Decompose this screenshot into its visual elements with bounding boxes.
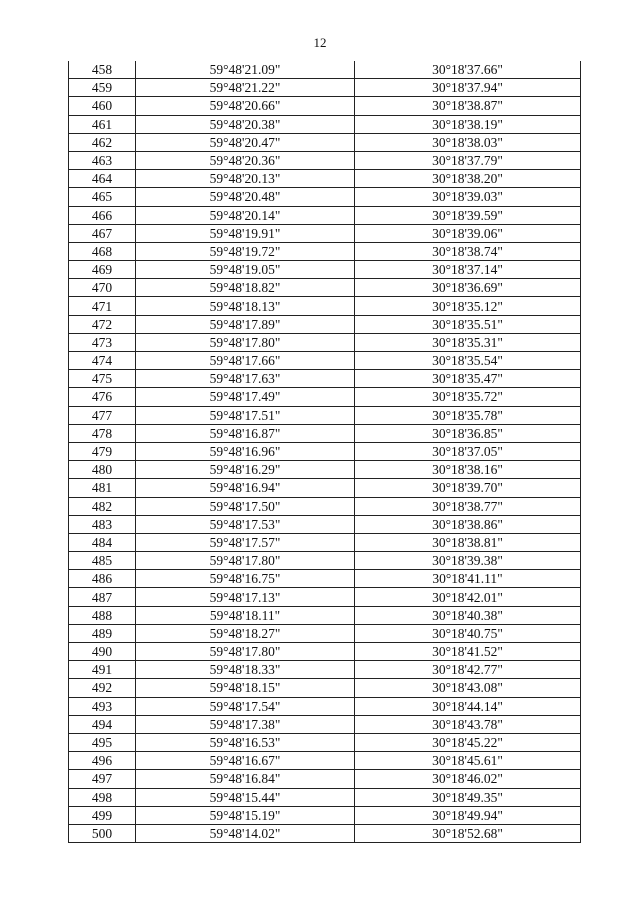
table-row — [69, 79, 581, 97]
table-row — [69, 788, 581, 806]
longitude-cell: 30°18'39.59" — [355, 206, 581, 224]
latitude-cell: 59°48'16.94" — [136, 479, 355, 497]
latitude-cell: 59°48'17.57" — [136, 533, 355, 551]
longitude-cell: 30°18'38.19" — [355, 115, 581, 133]
latitude-cell: 59°48'20.66" — [136, 97, 355, 115]
point-number-cell: 497 — [69, 770, 136, 788]
latitude-cell: 59°48'18.82" — [136, 279, 355, 297]
table-row — [69, 97, 581, 115]
latitude-cell: 59°48'20.48" — [136, 188, 355, 206]
point-number-cell: 459 — [69, 79, 136, 97]
point-number-cell: 470 — [69, 279, 136, 297]
longitude-cell: 30°18'37.79" — [355, 151, 581, 169]
table-row — [69, 806, 581, 824]
table-row — [69, 442, 581, 460]
latitude-cell: 59°48'18.11" — [136, 606, 355, 624]
latitude-cell: 59°48'15.44" — [136, 788, 355, 806]
point-number-cell: 485 — [69, 552, 136, 570]
latitude-cell: 59°48'18.13" — [136, 297, 355, 315]
table-row — [69, 242, 581, 260]
table-row — [69, 588, 581, 606]
table-row — [69, 224, 581, 242]
latitude-cell: 59°48'19.72" — [136, 242, 355, 260]
longitude-cell: 30°18'38.87" — [355, 97, 581, 115]
latitude-cell: 59°48'17.13" — [136, 588, 355, 606]
longitude-cell: 30°18'45.22" — [355, 733, 581, 751]
table-row — [69, 715, 581, 733]
point-number-cell: 460 — [69, 97, 136, 115]
longitude-cell: 30°18'36.85" — [355, 424, 581, 442]
point-number-cell: 483 — [69, 515, 136, 533]
table-row — [69, 406, 581, 424]
point-number-cell: 478 — [69, 424, 136, 442]
point-number-cell: 480 — [69, 461, 136, 479]
table-row — [69, 151, 581, 169]
latitude-cell: 59°48'16.75" — [136, 570, 355, 588]
table-row — [69, 170, 581, 188]
longitude-cell: 30°18'38.81" — [355, 533, 581, 551]
table-row — [69, 752, 581, 770]
longitude-cell: 30°18'35.72" — [355, 388, 581, 406]
longitude-cell: 30°18'37.66" — [355, 61, 581, 79]
point-number-cell: 465 — [69, 188, 136, 206]
longitude-cell: 30°18'37.05" — [355, 442, 581, 460]
latitude-cell: 59°48'16.96" — [136, 442, 355, 460]
latitude-cell: 59°48'20.13" — [136, 170, 355, 188]
longitude-cell: 30°18'37.94" — [355, 79, 581, 97]
point-number-cell: 492 — [69, 679, 136, 697]
table-row — [69, 370, 581, 388]
point-number-cell: 469 — [69, 261, 136, 279]
point-number-cell: 500 — [69, 824, 136, 842]
point-number-cell: 498 — [69, 788, 136, 806]
longitude-cell: 30°18'46.02" — [355, 770, 581, 788]
point-number-cell: 488 — [69, 606, 136, 624]
longitude-cell: 30°18'41.52" — [355, 643, 581, 661]
longitude-cell: 30°18'41.11" — [355, 570, 581, 588]
table-row — [69, 679, 581, 697]
table-row — [69, 297, 581, 315]
latitude-cell: 59°48'15.19" — [136, 806, 355, 824]
latitude-cell: 59°48'17.63" — [136, 370, 355, 388]
latitude-cell: 59°48'17.50" — [136, 497, 355, 515]
latitude-cell: 59°48'18.33" — [136, 661, 355, 679]
point-number-cell: 495 — [69, 733, 136, 751]
point-number-cell: 484 — [69, 533, 136, 551]
point-number-cell: 499 — [69, 806, 136, 824]
latitude-cell: 59°48'16.67" — [136, 752, 355, 770]
table-row — [69, 497, 581, 515]
latitude-cell: 59°48'17.49" — [136, 388, 355, 406]
longitude-cell: 30°18'52.68" — [355, 824, 581, 842]
point-number-cell: 473 — [69, 333, 136, 351]
point-number-cell: 476 — [69, 388, 136, 406]
latitude-cell: 59°48'16.53" — [136, 733, 355, 751]
latitude-cell: 59°48'17.66" — [136, 352, 355, 370]
latitude-cell: 59°48'16.87" — [136, 424, 355, 442]
longitude-cell: 30°18'35.31" — [355, 333, 581, 351]
latitude-cell: 59°48'20.36" — [136, 151, 355, 169]
latitude-cell: 59°48'16.29" — [136, 461, 355, 479]
point-number-cell: 461 — [69, 115, 136, 133]
table-row — [69, 315, 581, 333]
longitude-cell: 30°18'38.74" — [355, 242, 581, 260]
point-number-cell: 493 — [69, 697, 136, 715]
longitude-cell: 30°18'39.70" — [355, 479, 581, 497]
table-row — [69, 388, 581, 406]
latitude-cell: 59°48'21.22" — [136, 79, 355, 97]
table-row — [69, 206, 581, 224]
table-row — [69, 352, 581, 370]
point-number-cell: 468 — [69, 242, 136, 260]
coordinates-table-body — [69, 61, 581, 843]
table-row — [69, 606, 581, 624]
latitude-cell: 59°48'17.54" — [136, 697, 355, 715]
point-number-cell: 487 — [69, 588, 136, 606]
point-number-cell: 464 — [69, 170, 136, 188]
table-row — [69, 533, 581, 551]
latitude-cell: 59°48'18.27" — [136, 624, 355, 642]
point-number-cell: 463 — [69, 151, 136, 169]
table-row — [69, 279, 581, 297]
latitude-cell: 59°48'17.80" — [136, 552, 355, 570]
point-number-cell: 477 — [69, 406, 136, 424]
longitude-cell: 30°18'49.35" — [355, 788, 581, 806]
latitude-cell: 59°48'17.80" — [136, 643, 355, 661]
longitude-cell: 30°18'36.69" — [355, 279, 581, 297]
latitude-cell: 59°48'17.89" — [136, 315, 355, 333]
point-number-cell: 482 — [69, 497, 136, 515]
point-number-cell: 462 — [69, 133, 136, 151]
longitude-cell: 30°18'39.38" — [355, 552, 581, 570]
table-row — [69, 697, 581, 715]
table-row — [69, 770, 581, 788]
longitude-cell: 30°18'37.14" — [355, 261, 581, 279]
table-row — [69, 624, 581, 642]
point-number-cell: 458 — [69, 61, 136, 79]
longitude-cell: 30°18'35.51" — [355, 315, 581, 333]
longitude-cell: 30°18'42.77" — [355, 661, 581, 679]
latitude-cell: 59°48'16.84" — [136, 770, 355, 788]
table-row — [69, 133, 581, 151]
table-row — [69, 461, 581, 479]
longitude-cell: 30°18'35.78" — [355, 406, 581, 424]
longitude-cell: 30°18'38.03" — [355, 133, 581, 151]
point-number-cell: 471 — [69, 297, 136, 315]
latitude-cell: 59°48'17.51" — [136, 406, 355, 424]
longitude-cell: 30°18'38.86" — [355, 515, 581, 533]
longitude-cell: 30°18'35.54" — [355, 352, 581, 370]
longitude-cell: 30°18'39.06" — [355, 224, 581, 242]
latitude-cell: 59°48'17.38" — [136, 715, 355, 733]
table-row — [69, 424, 581, 442]
latitude-cell: 59°48'20.14" — [136, 206, 355, 224]
latitude-cell: 59°48'19.91" — [136, 224, 355, 242]
point-number-cell: 494 — [69, 715, 136, 733]
latitude-cell: 59°48'20.38" — [136, 115, 355, 133]
table-row — [69, 333, 581, 351]
latitude-cell: 59°48'17.80" — [136, 333, 355, 351]
latitude-cell: 59°48'17.53" — [136, 515, 355, 533]
longitude-cell: 30°18'44.14" — [355, 697, 581, 715]
table-row — [69, 661, 581, 679]
point-number-cell: 466 — [69, 206, 136, 224]
longitude-cell: 30°18'39.03" — [355, 188, 581, 206]
point-number-cell: 472 — [69, 315, 136, 333]
longitude-cell: 30°18'38.16" — [355, 461, 581, 479]
table-row — [69, 570, 581, 588]
coordinates-table — [68, 61, 581, 843]
table-row — [69, 115, 581, 133]
longitude-cell: 30°18'40.75" — [355, 624, 581, 642]
latitude-cell: 59°48'14.02" — [136, 824, 355, 842]
longitude-cell: 30°18'40.38" — [355, 606, 581, 624]
longitude-cell: 30°18'38.20" — [355, 170, 581, 188]
longitude-cell: 30°18'35.47" — [355, 370, 581, 388]
point-number-cell: 491 — [69, 661, 136, 679]
point-number-cell: 489 — [69, 624, 136, 642]
table-row — [69, 515, 581, 533]
table-row — [69, 824, 581, 842]
page-number: 12 — [313, 35, 327, 50]
table-row — [69, 479, 581, 497]
point-number-cell: 481 — [69, 479, 136, 497]
longitude-cell: 30°18'43.08" — [355, 679, 581, 697]
point-number-cell: 496 — [69, 752, 136, 770]
latitude-cell: 59°48'21.09" — [136, 61, 355, 79]
longitude-cell: 30°18'43.78" — [355, 715, 581, 733]
latitude-cell: 59°48'20.47" — [136, 133, 355, 151]
table-row — [69, 61, 581, 79]
point-number-cell: 490 — [69, 643, 136, 661]
latitude-cell: 59°48'19.05" — [136, 261, 355, 279]
table-row — [69, 733, 581, 751]
longitude-cell: 30°18'38.77" — [355, 497, 581, 515]
table-row — [69, 552, 581, 570]
longitude-cell: 30°18'49.94" — [355, 806, 581, 824]
longitude-cell: 30°18'35.12" — [355, 297, 581, 315]
longitude-cell: 30°18'45.61" — [355, 752, 581, 770]
latitude-cell: 59°48'18.15" — [136, 679, 355, 697]
point-number-cell: 479 — [69, 442, 136, 460]
table-row — [69, 261, 581, 279]
point-number-cell: 475 — [69, 370, 136, 388]
longitude-cell: 30°18'42.01" — [355, 588, 581, 606]
point-number-cell: 486 — [69, 570, 136, 588]
table-row — [69, 643, 581, 661]
point-number-cell: 467 — [69, 224, 136, 242]
point-number-cell: 474 — [69, 352, 136, 370]
table-row — [69, 188, 581, 206]
